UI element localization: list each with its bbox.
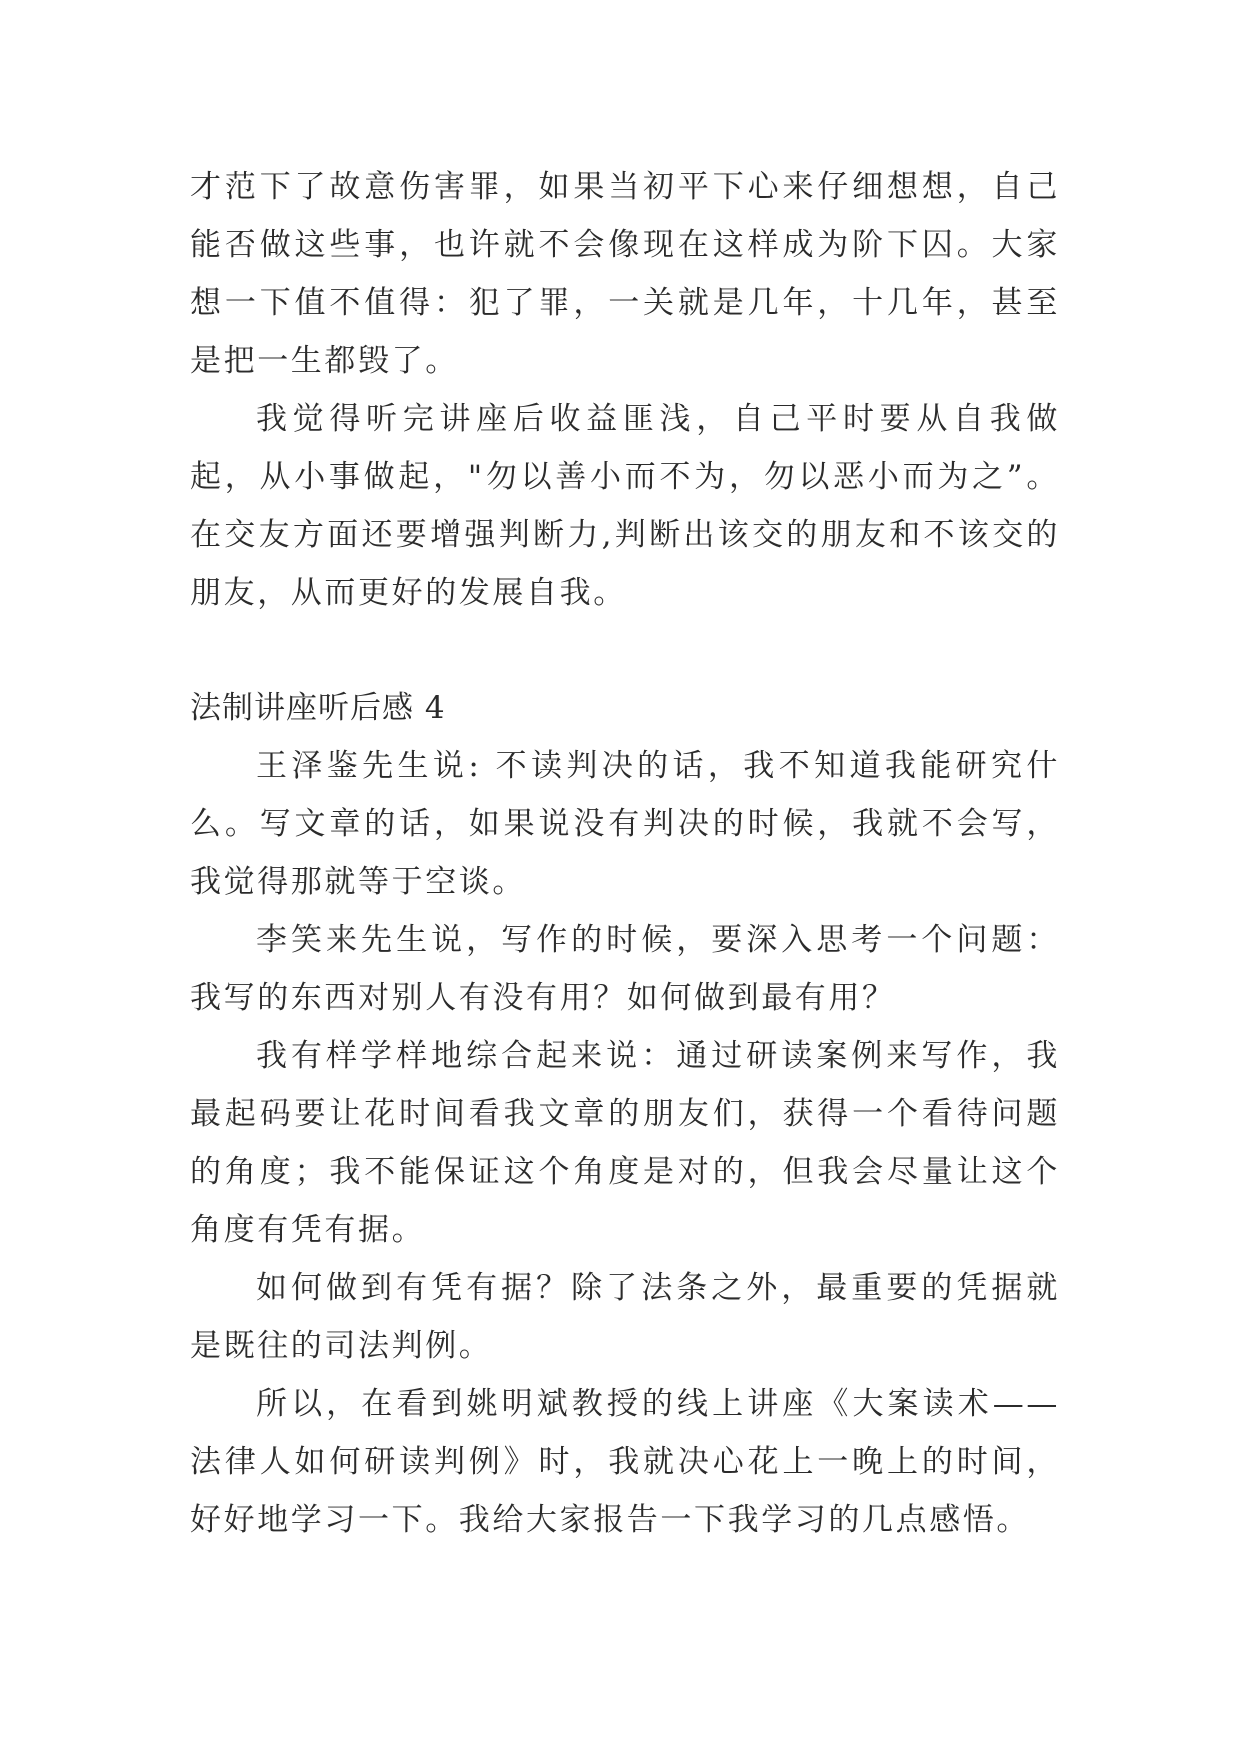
paragraph-lecture-reflection: 我觉得听完讲座后收益匪浅，自己平时要从自我做起，从小事做起，"勿以善小而不为，勿以恶小而为之”。 在交友方面还要增强判断力,判断出该交的朋友和不该交的朋友，从而更好的发展自我。 [190,401,1060,611]
paragraph-online-lecture: 所以，在看到姚明斌教授的线上讲座《大案读术——法律人如何研读判例》时，我就决心花上一晚上的时间，好好地学习一下。我给大家报告一下我学习的几点感悟。 [190,1386,1060,1538]
paragraph-li-xiaolai: 李笑来先生说，写作的时候，要深入思考一个问题：我写的东西对别人有没有用？如何做到最有用？ [190,922,1060,1016]
paragraph-wang-zejian: 王泽鉴先生说: 不读判决的话，我不知道我能研究什么。写文章的话，如果说没有判决的时候，我就不会写，我觉得那就等于空谈。 [190,748,1060,900]
paragraph-case-study-writing: 我有样学样地综合起来说：通过研读案例来写作，我最起码要让花时间看我文章的朋友们，获得一个看待问题的角度；我不能保证这个角度是对的，但我会尽量让这个角度有凭有据。 [190,1038,1060,1248]
paragraph-evidence: 如何做到有凭有据？除了法条之外，最重要的凭据就是既往的司法判例。 [190,1270,1060,1364]
section-heading: 法制讲座听后感 4 [190,690,446,726]
paragraph-continuation: 才范下了故意伤害罪，如果当初平下心来仔细想想，自己能否做这些事，也许就不会像现在这样成为阶下囚。大家想一下值不值得：犯了罪，一关就是几年，十几年，甚至是把一生都毁了。 [190,169,1060,379]
document-body [190,158,1060,1549]
